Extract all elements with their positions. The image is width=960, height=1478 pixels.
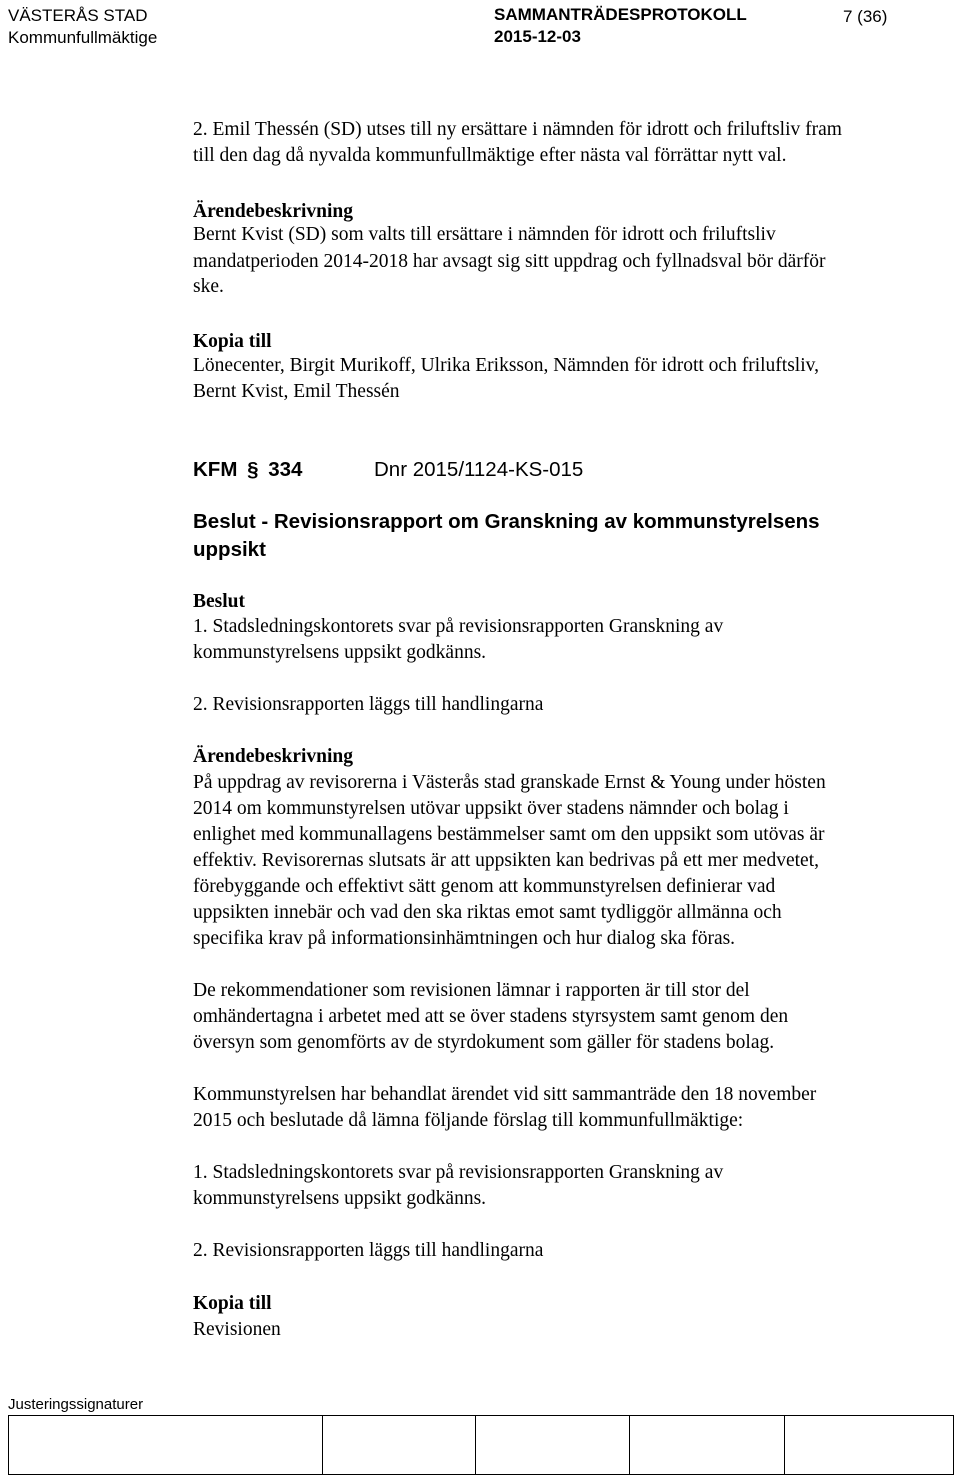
kfm-label-text: KFM bbox=[193, 458, 238, 481]
item-title-line2: uppsikt bbox=[193, 538, 266, 561]
signature-box bbox=[629, 1415, 785, 1475]
signature-box bbox=[475, 1415, 630, 1475]
decision-heading: Beslut bbox=[193, 591, 246, 612]
description-para1-line: 2014 om kommunstyrelsen utövar uppsikt över stadens nämnder och bolag i bbox=[193, 798, 789, 819]
kfm-dnr: Dnr 2015/1124-KS-015 bbox=[374, 458, 584, 481]
description-para3-line: Kommunstyrelsen har behandlat ärendet vid sitt sammanträde den 18 november bbox=[193, 1084, 817, 1105]
description-heading: Ärendebeskrivning bbox=[193, 746, 353, 767]
description-para1-line: På uppdrag av revisorerna i Västerås stad granskade Ernst & Young under hösten bbox=[193, 772, 826, 793]
proposal-item1-line1: 1. Stadsledningskontorets svar på revisionsrapporten Granskning av bbox=[193, 1162, 724, 1183]
description-para1-line: förebyggande och effektivt sätt genom att kommunstyrelsen definierar vad bbox=[193, 876, 776, 897]
proposal-item2: 2. Revisionsrapporten läggs till handlingarna bbox=[193, 1240, 544, 1261]
copy-to-heading: Kopia till bbox=[193, 1293, 272, 1314]
header-org: VÄSTERÅS STAD bbox=[8, 6, 148, 25]
kfm-number: 334 bbox=[268, 458, 303, 481]
proposal-item1-line2: kommunstyrelsens uppsikt godkänns. bbox=[193, 1188, 487, 1209]
header-date: 2015-12-03 bbox=[494, 27, 581, 46]
header-body-name: Kommunfullmäktige bbox=[8, 28, 158, 47]
description-para1-line: specifika krav på informationsinhämtningen och hur dialog ska föras. bbox=[193, 928, 736, 949]
description-para1-line: effektiv. Revisorernas slutsats är att uppsikten kan bedrivas på ett mer medvetet, bbox=[193, 850, 819, 871]
prev-copy-line1: Lönecenter, Birgit Murikoff, Ulrika Eriksson, Nämnden för idrott och friluftsliv, bbox=[193, 355, 819, 376]
header-doc-type: SAMMANTRÄDESPROTOKOLL bbox=[494, 5, 747, 24]
copy-to-value: Revisionen bbox=[193, 1319, 281, 1340]
description-para2-line: översyn som genomförts av de styrdokument som gäller för stadens bolag. bbox=[193, 1032, 775, 1053]
description-para2-line: De rekommendationer som revisionen lämnar i rapporten är till stor del bbox=[193, 980, 750, 1001]
description-para2-line: omhändertagna i arbetet med att se över stadens styrsystem samt genom den bbox=[193, 1006, 789, 1027]
item-title-line1: Beslut - Revisionsrapport om Granskning av kommunstyrelsens bbox=[193, 510, 820, 533]
decision-item2: 2. Revisionsrapporten läggs till handlingarna bbox=[193, 694, 544, 715]
prev-item2-line2: till den dag då nyvalda kommunfullmäktige efter nästa val förrättar nytt val. bbox=[193, 145, 787, 166]
description-para3-line: 2015 och beslutade då lämna följande förslag till kommunfullmäktige: bbox=[193, 1110, 744, 1131]
prev-desc-line2: mandatperioden 2014-2018 har avsagt sig sitt uppdrag och fyllnadsval bör därför bbox=[193, 251, 826, 272]
prev-copy-heading: Kopia till bbox=[193, 331, 272, 352]
decision-item1-line2: kommunstyrelsens uppsikt godkänns. bbox=[193, 642, 487, 663]
prev-item2-line1: 2. Emil Thessén (SD) utses till ny ersättare i nämnden för idrott och friluftsliv fram bbox=[193, 119, 842, 140]
prev-copy-line2: Bernt Kvist, Emil Thessén bbox=[193, 381, 400, 402]
signature-box bbox=[784, 1415, 954, 1475]
signatures-label: Justeringssignaturer bbox=[8, 1396, 144, 1413]
prev-desc-line1: Bernt Kvist (SD) som valts till ersättare i nämnden för idrott och friluftsliv bbox=[193, 224, 776, 245]
description-para1-line: enlighet med kommunallagens bestämmelser samt om den uppsikt som utövas är bbox=[193, 824, 825, 845]
signature-box bbox=[8, 1415, 323, 1475]
signature-box bbox=[322, 1415, 476, 1475]
section-sign: § bbox=[247, 458, 259, 481]
description-para1-line: uppsikten innebär och vad den ska riktas emot samt tydliggör allmänna och bbox=[193, 902, 782, 923]
header-page-number: 7 (36) bbox=[843, 7, 888, 26]
prev-desc-heading: Ärendebeskrivning bbox=[193, 201, 353, 222]
decision-item1-line1: 1. Stadsledningskontorets svar på revisionsrapporten Granskning av bbox=[193, 616, 724, 637]
kfm-label bbox=[193, 458, 302, 482]
prev-desc-line3: ske. bbox=[193, 276, 224, 297]
